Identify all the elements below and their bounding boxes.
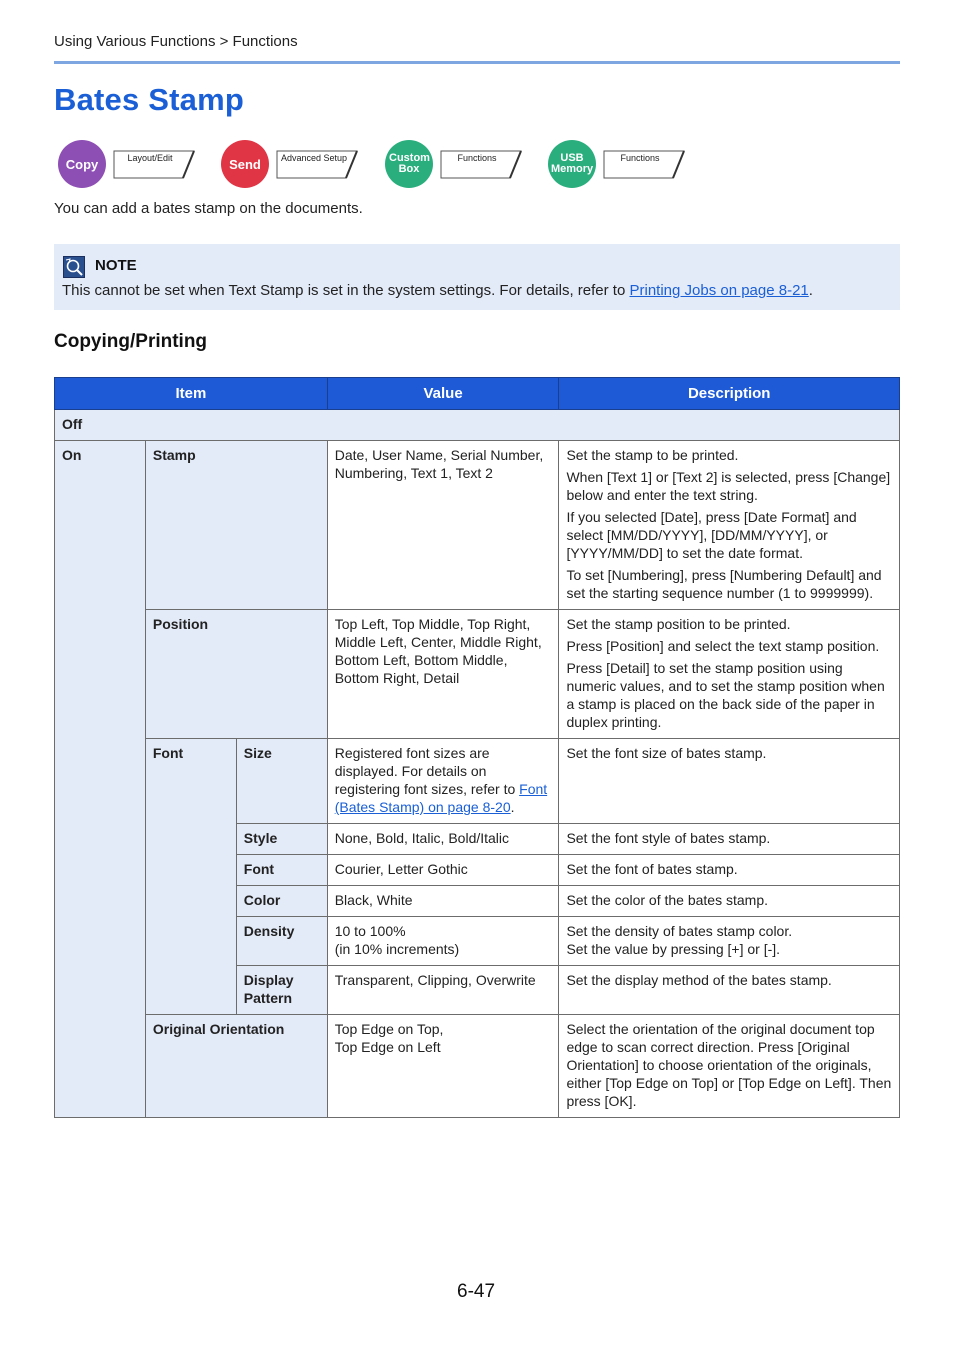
table-header-row — [55, 378, 900, 410]
usb-memory-circle-button[interactable] — [548, 140, 596, 188]
custom-box-circle-label: Custom Box — [389, 152, 430, 175]
density-desc-line: Set the value by pressing [+] or [-]. — [566, 941, 781, 957]
density-value-line: 10 to 100% — [334, 923, 406, 939]
orientation-value-line: Top Edge on Top, — [334, 1021, 444, 1037]
intro-text: You can add a bates stamp on the documents. — [54, 200, 363, 217]
note-title: NOTE — [95, 257, 137, 274]
font-size-description: Set the font size of bates stamp. — [559, 739, 900, 824]
breadcrumb: Using Various Functions > Functions — [54, 33, 298, 50]
layout-edit-tab-label: Layout/Edit — [127, 153, 173, 163]
stamp-value: Date, User Name, Serial Number, Numbering, Text 1, Text 2 — [327, 441, 559, 610]
original-orientation-description: Select the orientation of the original document top edge to scan correct direction. Press [Original Orientation] to choose orientation of the originals, either [Top Edge on Top] or [Top Edge on Left]. Then press [OK]. — [559, 1015, 900, 1118]
table-row-font-size — [55, 739, 900, 824]
functions-tab-box[interactable] — [440, 150, 522, 179]
functions-tab-usb[interactable] — [603, 150, 685, 179]
printing-jobs-link[interactable]: Printing Jobs on page 8-21 — [629, 282, 809, 299]
header-item: Item — [55, 378, 328, 410]
bates-stamp-table — [54, 377, 900, 1118]
density-value-line: (in 10% increments) — [334, 941, 460, 957]
font-font-item: Font — [236, 855, 327, 886]
original-orientation-item: Original Orientation — [145, 1015, 327, 1118]
font-size-value-text: Registered font sizes are displayed. For details on registering font sizes, refer to — [334, 745, 520, 797]
font-font-description: Set the font of bates stamp. — [559, 855, 900, 886]
stamp-description — [559, 441, 900, 610]
display-pattern-value: Transparent, Clipping, Overwrite — [327, 966, 559, 1015]
note-text-body: This cannot be set when Text Stamp is set in the system settings. For details, refer to — [62, 282, 630, 299]
on-cell: On — [55, 441, 146, 1118]
layout-edit-tab[interactable] — [113, 150, 195, 179]
font-density-item: Density — [236, 917, 327, 966]
off-cell: Off — [55, 410, 900, 441]
position-desc-line: Press [Position] and select the text stamp position. — [566, 638, 880, 654]
position-item: Position — [145, 610, 327, 739]
page-title: Bates Stamp — [54, 82, 244, 117]
custom-box-circle-button[interactable] — [385, 140, 433, 188]
header-value: Value — [327, 378, 559, 410]
copy-circle-label: Copy — [65, 156, 99, 172]
display-pattern-item — [236, 966, 327, 1015]
display-pattern-line: Display — [243, 972, 294, 988]
send-circle-button[interactable] — [221, 140, 269, 188]
display-pattern-description: Set the display method of the bates stamp. — [559, 966, 900, 1015]
font-style-description: Set the font style of bates stamp. — [559, 824, 900, 855]
font-bates-stamp-link[interactable]: Font (Bates Stamp) on page 8-20 — [334, 781, 548, 815]
font-item: Font — [145, 739, 236, 1015]
position-desc-line: Set the stamp position to be printed. — [566, 616, 791, 632]
font-style-item: Style — [236, 824, 327, 855]
note-box — [54, 244, 900, 310]
font-size-value — [327, 739, 559, 824]
original-orientation-value — [327, 1015, 559, 1118]
font-density-description — [559, 917, 900, 966]
font-color-item: Color — [236, 886, 327, 917]
functions-tab-label: Functions — [457, 153, 497, 163]
font-style-value: None, Bold, Italic, Bold/Italic — [327, 824, 559, 855]
position-value: Top Left, Top Middle, Top Right, Middle Left, Center, Middle Right, Bottom Left, Bottom Middle, Bottom Right, Detail — [327, 610, 559, 739]
table-row-off — [55, 410, 900, 441]
font-size-value-end: . — [510, 799, 515, 815]
position-desc-line: Press [Detail] to set the stamp position using numeric values, and to set the stamp position when a stamp is placed on the back side of the paper in duplex printing. — [566, 660, 885, 730]
font-color-value: Black, White — [327, 886, 559, 917]
display-pattern-line: Pattern — [243, 990, 293, 1006]
stamp-desc-line: When [Text 1] or [Text 2] is selected, press [Change] below and enter the text string. — [566, 469, 891, 503]
font-font-value: Courier, Letter Gothic — [327, 855, 559, 886]
note-icon — [63, 256, 85, 278]
stamp-desc-line: If you selected [Date], press [Date Format] and select [MM/DD/YYYY], [DD/MM/YYYY], or [YYYY/MM/DD] to set the date format. — [566, 509, 857, 561]
header-description: Description — [559, 378, 900, 410]
send-circle-label: Send — [229, 156, 261, 172]
page-number: 6-47 — [457, 1281, 496, 1302]
table-row-stamp — [55, 441, 900, 610]
font-density-value — [327, 917, 559, 966]
stamp-item: Stamp — [145, 441, 327, 610]
usb-memory-circle-label: USB Memory — [551, 152, 594, 175]
stamp-desc-line: Set the stamp to be printed. — [566, 447, 739, 463]
table-row-position — [55, 610, 900, 739]
note-text — [62, 282, 813, 299]
font-size-item: Size — [236, 739, 327, 824]
position-description — [559, 610, 900, 739]
advanced-setup-tab[interactable] — [276, 150, 358, 179]
functions-tab-label: Functions — [620, 153, 660, 163]
orientation-value-line: Top Edge on Left — [334, 1039, 441, 1055]
density-desc-line: Set the density of bates stamp color. — [566, 923, 793, 939]
stamp-desc-line: To set [Numbering], press [Numbering Default] and set the starting sequence number (1 to 9999999). — [566, 567, 882, 601]
font-color-description: Set the color of the bates stamp. — [559, 886, 900, 917]
header-rule — [54, 61, 900, 64]
section-heading: Copying/Printing — [54, 331, 208, 352]
table-row-original-orientation — [55, 1015, 900, 1118]
note-text-end: . — [808, 282, 813, 299]
copy-circle-button[interactable] — [58, 140, 106, 188]
advanced-setup-tab-label: Advanced Setup — [280, 153, 348, 163]
